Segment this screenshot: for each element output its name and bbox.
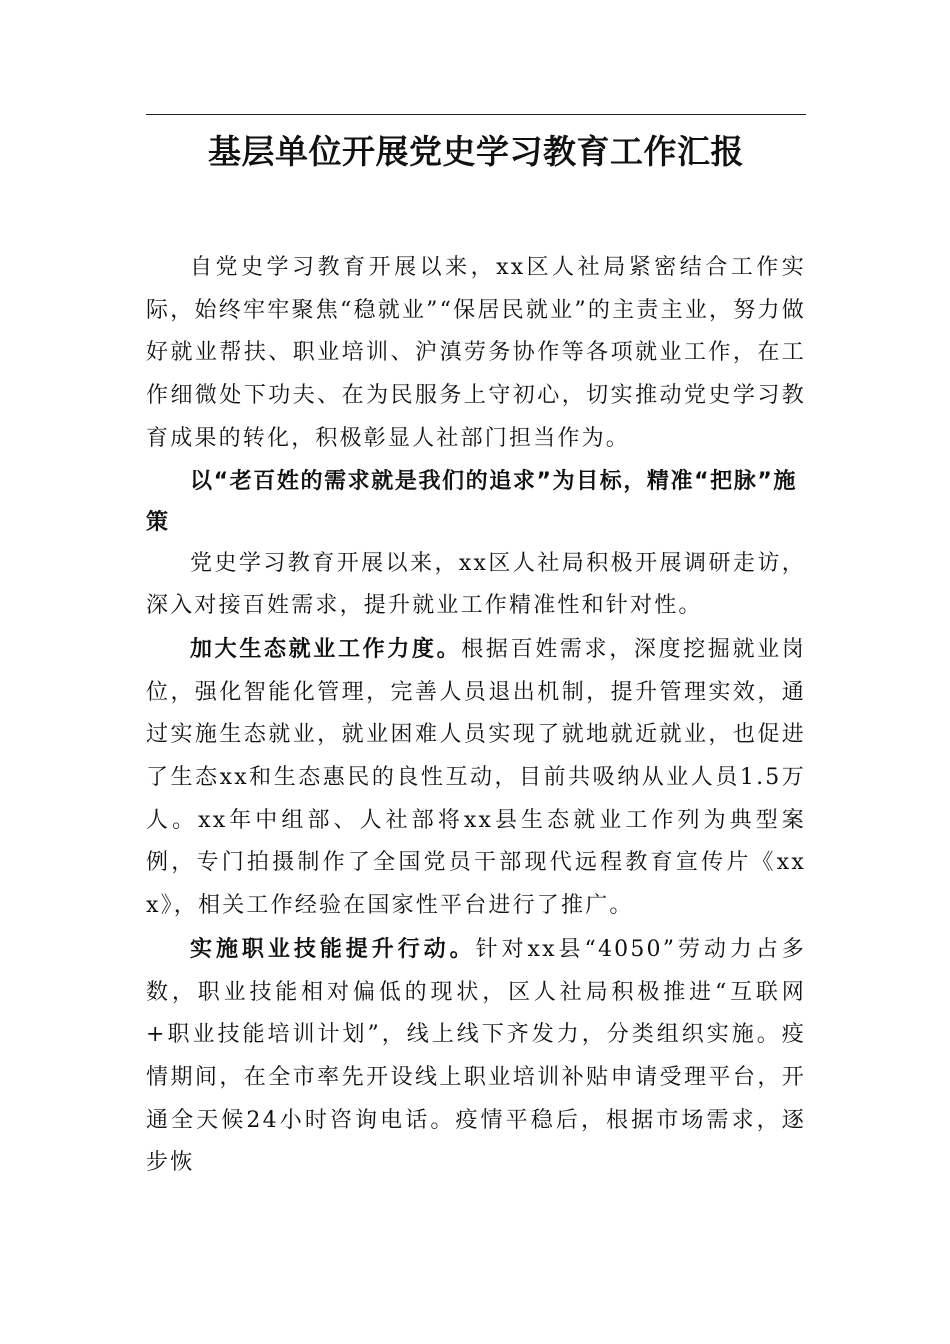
paragraph-intro — [146, 247, 806, 461]
paragraph-intro-text: 自党史学习教育开展以来，xx区人社局紧密结合工作实际，始终牢牢聚焦“稳就业”“保居民就业”的主责主业，努力做好就业帮扶、职业培训、沪滇劳务协作等各项就业工作，在工作细微处下功夫、在为民服务上守初心，切实推动党史学习教育成果的转化，积极彰显人社部门担当作为。 — [146, 255, 806, 451]
document-body — [146, 247, 806, 1185]
paragraph-skills-upgrade-text: 针对xx县“4050”劳动力占多数，职业技能相对偏低的现状，区人社局积极推进“互联网+职业技能培训计划”，线上线下齐发力，分类组织实施。疫情期间，在全市率先开设线上职业培训补贴申请受理平台，开通全天候24小时咨询电话。疫情平稳后，根据市场需求，逐步恢 — [146, 936, 807, 1176]
paragraph-research-text: 党史学习教育开展以来，xx区人社局积极开展调研走访，深入对接百姓需求，提升就业工作精准性和针对性。 — [146, 550, 806, 619]
paragraph-research — [146, 543, 806, 628]
header-rule — [146, 114, 806, 115]
paragraph-skills-upgrade — [146, 928, 806, 1185]
paragraph-lead: 加大生态就业工作力度。 — [190, 635, 462, 662]
paragraph-lead: 实施职业技能提升行动。 — [190, 935, 476, 962]
paragraph-ecological-employment — [146, 628, 806, 928]
section-heading: 以“老百姓的需求就是我们的追求”为目标，精准“把脉”施策 — [146, 468, 798, 535]
paragraph-ecological-employment-text: 根据百姓需求，深度挖掘就业岗位，强化智能化管理，完善人员退出机制，提升管理实效，通过实施生态就业，就业困难人员实现了就地就近就业，也促进了生态xx和生态惠民的良性互动，目前共吸纳从业人员1.5万人。xx年中组部、人社部将xx县生态就业工作列为典型案例，专门拍摄制作了全国党员干部现代远程教育宣传片《xxx》，相关工作经验在国家性平台进行了推广。 — [146, 636, 807, 919]
document-title: 基层单位开展党史学习教育工作汇报 — [208, 132, 744, 171]
